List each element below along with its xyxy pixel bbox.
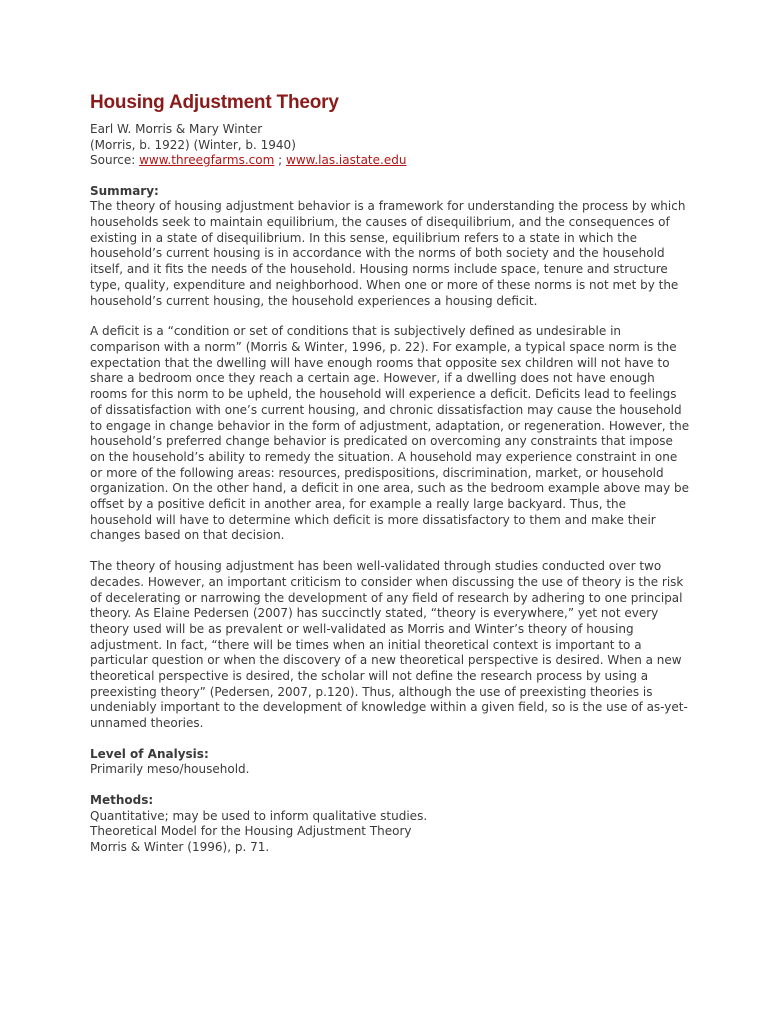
source-label: Source: [90,153,136,168]
authors: Earl W. Morris & Mary Winter [90,122,263,136]
summary-paragraph-3: The theory of housing adjustment has been well-validated through studies conducted over two decades. However, an important criticism to consider when discussing the use of theory is the risk of decelerating or narrowing the development of any field of research by adhering to one principal theory. As Elaine Pedersen (2007) has succinctly stated, “theory is everywhere,” yet not every theory used will be as prevalent or well-validated as Morris and Winter’s theory of housing adjustment. In fact, “there will be times when an initial theoretical context is important to a particular question or when the discovery of a new theoretical perspective is desired. When a new theoretical perspective is desired, the scholar will not define the research process by using a preexisting theory” (Pedersen, 2007, p.120). Thus, although the use of preexisting theories is undeniably important to the development of knowledge within a given field, so is the use of as-yet-unnamed theories. [90,559,688,731]
methods-line: Quantitative; may be used to inform qualitative studies. [90,808,428,823]
methods-heading: Methods: [90,793,154,808]
source-link-threegfarms[interactable]: www.threegfarms.com [139,153,275,168]
source-separator: ; [278,153,283,168]
summary-heading: Summary: [90,183,159,198]
source-line [90,153,690,169]
summary-paragraph-2: A deficit is a “condition or set of conditions that is subjectively defined as undesirable in comparison with a norm” (Morris & Winter, 1996, p. 22). For example, a typical space norm is the expectation that the dwelling will have enough rooms that opposite sex children will not have to share a bedroom once they reach a certain age. However, if a dwelling does not have enough rooms for this norm to be upheld, the household will experience a deficit. Deficits lead to feelings of dissatisfaction with one’s current housing, and chronic dissatisfaction may cause the household to engage in change behavior in the form of adjustment, adaptation, or regeneration. However, the household’s preferred change behavior is predicated on overcoming any constraints that impose on the household’s ability to remedy the situation. A household may experience constraint in one or more of the following areas: resources, predispositions, discrimination, market, or household organization. On the other hand, a deficit in one area, such as the bedroom example above may be offset by a positive deficit in another area, for example a really large backyard. Thus, the household will have to determine which deficit is more dissatisfactory to them and make their changes based on that decision. [90,324,690,543]
level-of-analysis-heading: Level of Analysis: [90,746,209,761]
source-link-iastate[interactable]: www.las.iastate.edu [286,153,407,168]
level-of-analysis-text: Primarily meso/household. [90,762,250,777]
summary-paragraph-1: The theory of housing adjustment behavior is a framework for understanding the process by which households seek to maintain equilibrium, the causes of disequilibrium, and the consequences of existing in a state of disequilibrium. In this sense, equilibrium refers to a state in which the household’s current housing is in accordance with the norms of both society and the household itself, and it fits the needs of the household. Housing norms include space, tenure and structure type, quality, expenditure and neighborhood. When one or more of these norms is not met by the household’s current housing, the household experiences a housing deficit. [90,199,686,308]
author-dates: (Morris, b. 1922) (Winter, b. 1940) [90,137,296,152]
methods-line: Theoretical Model for the Housing Adjustment Theory [90,824,412,839]
document-page [90,92,690,855]
page-title: Housing Adjustment Theory [90,92,339,113]
methods-line: Morris & Winter (1996), p. 71. [90,839,270,854]
